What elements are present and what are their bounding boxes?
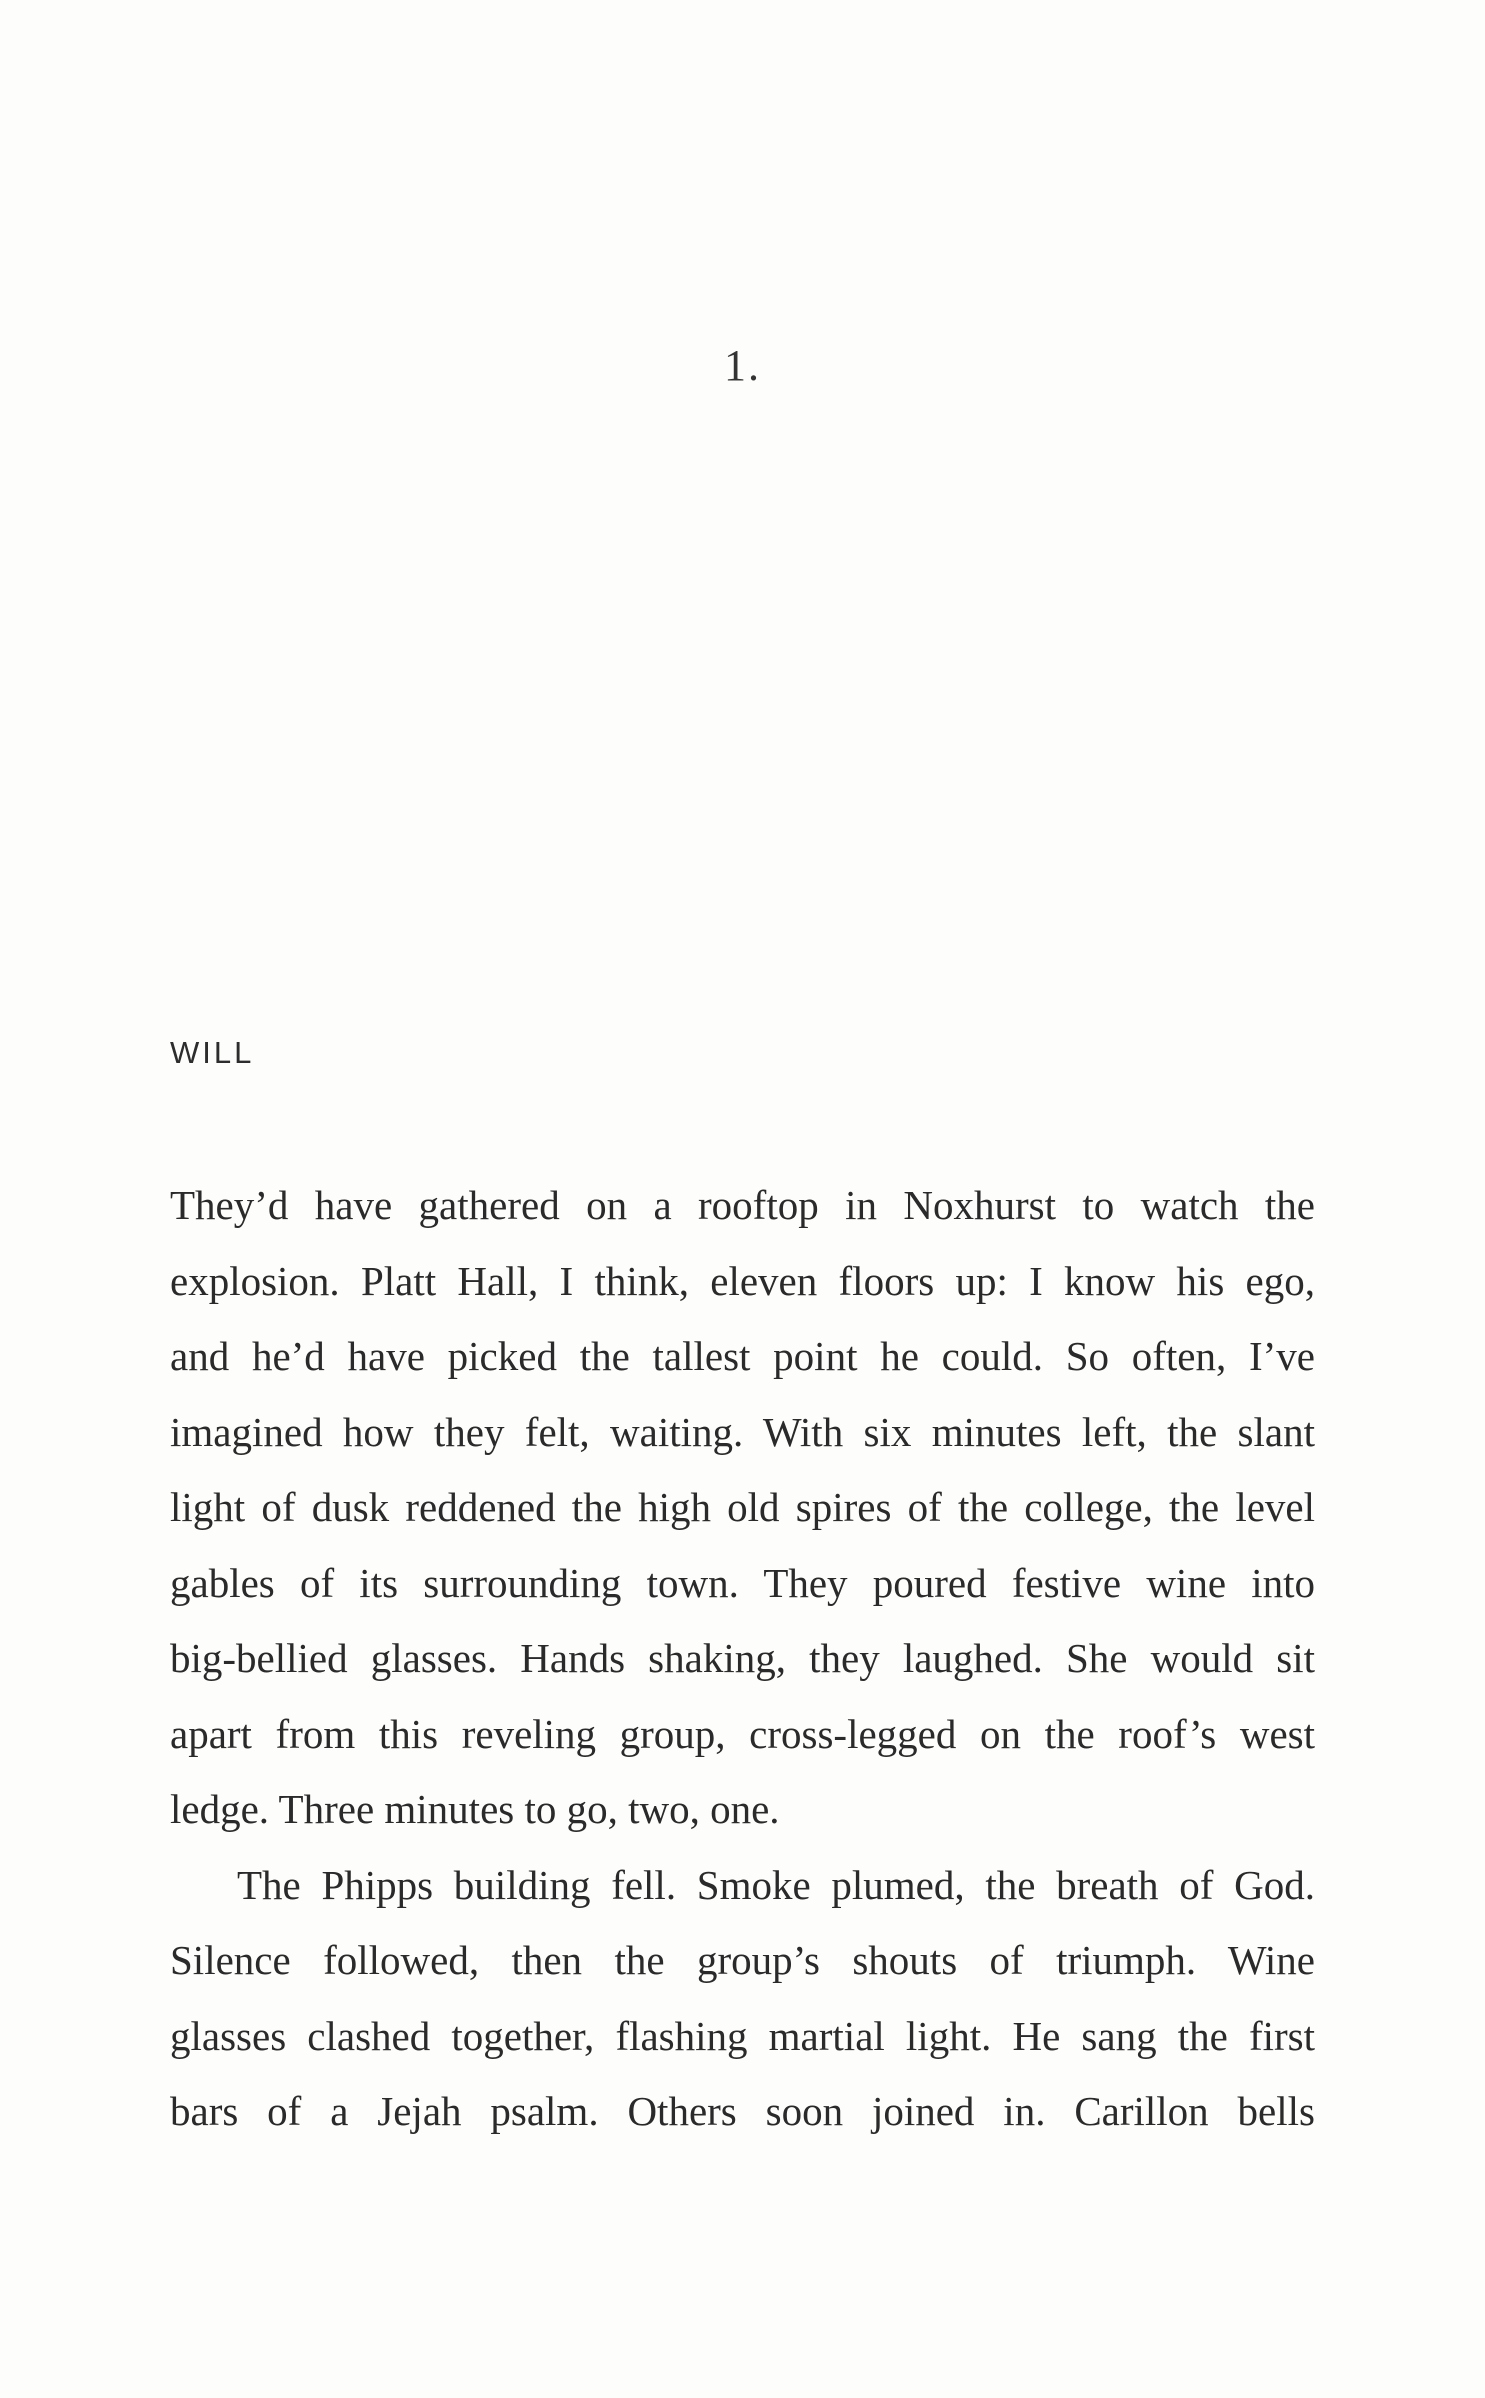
text-line: imagined how they felt, waiting. With six minutes left, the slant [170, 1408, 1315, 1455]
text-line: glasses clashed together, flashing martial light. He sang the first [170, 2012, 1315, 2059]
narrator-heading: WILL [170, 1035, 255, 1070]
text-line: light of dusk reddened the high old spires of the college, the level [170, 1484, 1315, 1530]
chapter-number: 1. [724, 341, 761, 390]
text-line: apart from this reveling group, cross-legged on the roof’s west [170, 1710, 1315, 1757]
text-line: big-bellied glasses. Hands shaking, they laughed. She would sit [170, 1635, 1315, 1681]
text-line: They’d have gathered on a rooftop in Noxhurst to watch the [170, 1182, 1315, 1228]
text-line: and he’d have picked the tallest point he could. So often, I’ve [170, 1333, 1315, 1379]
text-line: bars of a Jejah psalm. Others soon joined in. Carillon bells [170, 2088, 1315, 2134]
body-text [170, 1168, 1315, 2150]
text-line: gables of its surrounding town. They poured festive wine into [170, 1559, 1315, 1606]
text-line: ledge. Three minutes to go, two, one. [170, 1786, 780, 1832]
text-line: Silence followed, then the group’s shouts of triumph. Wine [170, 1937, 1315, 1983]
text-line: explosion. Platt Hall, I think, eleven floors up: I know his ego, [170, 1257, 1315, 1304]
text-line: The Phipps building fell. Smoke plumed, the breath of God. [237, 1861, 1315, 1908]
